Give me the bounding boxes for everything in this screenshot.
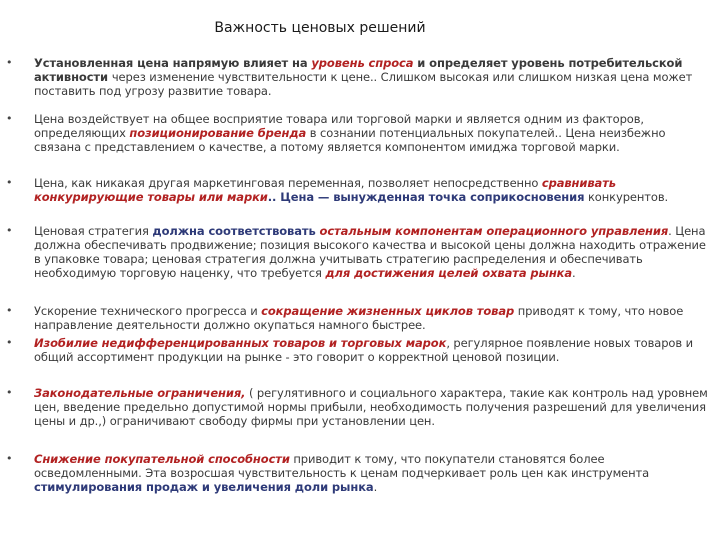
item-text	[34, 386, 710, 428]
text-segment: остальным компонентам операционного управления	[319, 224, 669, 238]
text-segment: и определяет уровень потребительской активности	[34, 56, 683, 84]
text-segment: позиционирование бренда	[129, 126, 307, 140]
bullet-icon: •	[6, 304, 13, 317]
bullet-icon: •	[6, 224, 13, 237]
text-segment: в сознании потенциальных покупателей.. Цена неизбежно связана с представлением о качестве, а потому является компонентом имиджа торговой марки.	[34, 126, 666, 154]
item-text	[34, 452, 710, 494]
text-segment: , регулярное появление новых товаров и общий ассортимент продукции на рынке - это говорит о корректной ценовой позиции.	[34, 336, 693, 364]
text-segment: стимулирования продаж и увеличения доли рынка	[34, 480, 374, 494]
bullet-icon: •	[6, 386, 13, 399]
text-segment: конкурентов.	[584, 190, 669, 204]
text-segment: уровень спроса	[311, 56, 414, 70]
bullet-icon: •	[6, 112, 13, 125]
item-text	[34, 56, 710, 98]
text-segment: Цена воздействует на общее восприятие товара или торговой марки и является одним из факторов, определяющих	[34, 112, 644, 140]
bullet-icon: •	[6, 56, 13, 69]
bullet-icon: •	[6, 176, 13, 189]
bullet-icon: •	[6, 336, 13, 349]
item-text	[34, 176, 710, 204]
text-segment: Изобилие недифференцированных товаров и торговых марок	[34, 336, 447, 350]
text-segment: Установленная цена напрямую влияет на	[34, 56, 312, 70]
slide-title: Важность ценовых решений	[214, 20, 426, 36]
bullet-icon: •	[6, 452, 13, 465]
text-segment: через изменение чувствительности к цене.. Слишком высокая или слишком низкая цена может поставить под угрозу развитие товара.	[34, 70, 693, 98]
text-segment: приводят к тому, что новое направление деятельности должно окупаться намного быстрее.	[34, 304, 684, 332]
item-text	[34, 112, 710, 154]
text-segment: сокращение жизненных циклов товар	[261, 304, 515, 318]
text-segment: приводит к тому, что покупатели становятся более осведомленными. Эта возросшая чувствительность к ценам подчеркивает роль цен как инструмента	[34, 452, 650, 480]
text-segment: Снижение покупательной способности	[34, 452, 290, 466]
text-segment: Ускорение технического прогресса и	[34, 304, 262, 318]
item-text	[34, 304, 710, 332]
text-segment: .	[373, 480, 378, 494]
text-segment: .	[572, 266, 576, 280]
text-segment: должна соответствовать	[152, 224, 320, 238]
text-segment: для достижения целей охвата рынка	[325, 266, 573, 280]
text-segment: Цена, как никакая другая маркетинговая переменная, позволяет непосредственно	[34, 176, 542, 190]
text-segment: сравнивать конкурирующие товары или марки	[34, 176, 616, 204]
text-segment: . Цена должна обеспечивать продвижение; позиция высокого качества и высокой цены должна находить отражение в упаковке товара; ценовая стратегия должна учитывать стратегию распределения и обеспечивать необходимую торговую наценку, что требуется	[34, 224, 706, 280]
text-segment: Законодательные ограничения,	[34, 386, 246, 400]
text-segment: .. Цена — вынужденная точка соприкосновения	[267, 190, 585, 204]
text-segment: Ценовая стратегия	[34, 224, 153, 238]
text-segment: ( регулятивного и социального характера, такие как контроль над уровнем цен, введение предельно допустимой нормы прибыли, необходимость получения разрешений для увеличения цены и др.,) ограничивают свободу фирмы при установлении цен.	[34, 386, 708, 428]
item-text	[34, 224, 710, 280]
item-text	[34, 336, 710, 364]
